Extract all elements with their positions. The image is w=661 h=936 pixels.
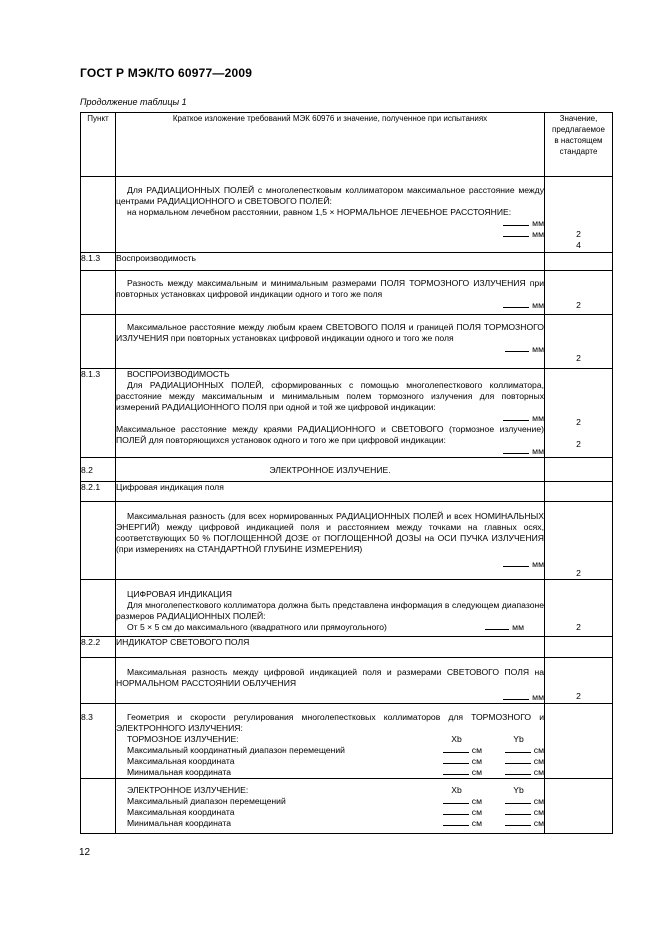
table-row: Для РАДИАЦИОННЫХ ПОЛЕЙ с многолепестковым коллиматором максимальное расстояние между центрами РАДИАЦИОННОГО и СВЕТОВОГО ПОЛЕЙ: на нормальном лечебном расстоянии, равном 1,5 × НОРМАЛЬНОЕ ЛЕЧЕБНОЕ РАССТОЯНИЕ: мм мм 2 4 — [81, 177, 613, 253]
table-row — [81, 482, 613, 502]
value-cell: 2 — [545, 658, 613, 704]
requirements-table — [80, 112, 613, 834]
value-cell: 2 — [545, 315, 613, 369]
row-text: Цифровая индикация поля — [116, 482, 545, 502]
page-number: 12 — [79, 847, 91, 858]
table-header-row — [81, 113, 613, 177]
table-row: ЭЛЕКТРОННОЕ ИЗЛУЧЕНИЕ: Xb Yb Максимальный диапазон перемещений см см Максимальная координата см см Минимальная координата см см — [81, 779, 613, 834]
row-text: Для РАДИАЦИОННЫХ ПОЛЕЙ, сформированных с помощью многолепесткового коллиматора, расстояние между максимальным и минимальным полем тормозного излучения для повторных измерений РАДИАЦИОННОГО ПОЛЯ при одной и той же цифровой индикации: — [116, 380, 544, 412]
row-number: 8.1.3 — [81, 253, 116, 271]
document-header: ГОСТ Р МЭК/ТО 60977—2009 — [80, 66, 253, 80]
table-row: 8.3 Геометрия и скорости регулирования многолепестковых коллиматоров для ТОРМОЗНОГО и ЭЛЕКТРОННОГО ИЗЛУЧЕНИЯ: ТОРМОЗНОЕ ИЗЛУЧЕНИЕ: Xb Yb Максимальный координатный диапазон перемещений см см Максимальная координата см см Минимальная координата см см — [81, 704, 613, 779]
table-row: ЦИФРОВАЯ ИНДИКАЦИЯ Для многолепесткового коллиматора должна быть представлена информация в следующем диапазоне размеров РАДИАЦИОННЫХ ПОЛЕЙ: От 5 × 5 см до максимального (квадратного или прямоугольного) мм 2 — [81, 580, 613, 637]
row-text: Максимальная разность (для всех нормированных РАДИАЦИОННЫХ ПОЛЕЙ и всех НОМИНАЛЬНЫХ ЭНЕРГИЙ) между цифровой индикацией поля и расстоянием между точками на главных осях, соответствующих 50 % ПОГЛОЩЕННОЙ ДОЗЕ от ПОГЛОЩЕННОЙ ДОЗЫ на ОСИ ПУЧКА ИЗЛУЧЕНИЯ (при измерениях на СТАНДАРТНОЙ ГЛУБИНЕ ИЗМЕРЕНИЯ) — [116, 511, 544, 554]
row-text: От 5 × 5 см до максимального (квадратного или прямоугольного) — [127, 622, 387, 632]
row-text: Максимальное расстояние между краями РАДИАЦИОННОГО и СВЕТОВОГО (тормозное излучение) ПОЛЕЙ для повторяющихся установок одного и того же при цифровой индикации: — [116, 424, 544, 445]
yb-header: Yb — [513, 785, 524, 795]
table-row — [81, 458, 613, 482]
table-row — [81, 253, 613, 271]
table-row — [81, 637, 613, 658]
row-text: Для многолепесткового коллиматора должна быть представлена информация в следующем диапазоне размеров РАДИАЦИОННЫХ ПОЛЕЙ: — [116, 600, 544, 621]
value-cell: 2 — [545, 271, 613, 315]
xb-header: Xb — [451, 734, 462, 744]
value-cell: 2 — [576, 229, 581, 239]
row-text: Максимальная разность между цифровой индикацией поля и размерами СВЕТОВОГО ПОЛЯ на НОРМАЛЬНОМ РАССТОЯНИИ ОБЛУЧЕНИЯ — [116, 667, 544, 688]
row-text: ИНДИКАТОР СВЕТОВОГО ПОЛЯ — [116, 637, 545, 658]
row-text: Максимальная координата — [127, 756, 235, 766]
row-text: Геометрия и скорости регулирования многолепестковых коллиматоров для ТОРМОЗНОГО и ЭЛЕКТРОННОГО ИЗЛУЧЕНИЯ: — [116, 712, 544, 733]
row-text: Максимальное расстояние между любым краем СВЕТОВОГО ПОЛЯ и границей ПОЛЯ ТОРМОЗНОГО ИЗЛУЧЕНИЯ при повторных установках цифровой индикации одного и того же поля — [116, 322, 544, 343]
row-text: на нормальном лечебном расстоянии, равном 1,5 × НОРМАЛЬНОЕ ЛЕЧЕБНОЕ РАССТОЯНИЕ: — [127, 207, 512, 217]
row-number: 8.3 — [81, 704, 116, 779]
table-row: Разность между максимальным и минимальным размерами ПОЛЯ ТОРМОЗНОГО ИЗЛУЧЕНИЯ при повторных установках цифровой индикации одного и того же поля мм 2 — [81, 271, 613, 315]
row-number: 8.2.2 — [81, 637, 116, 658]
value-cell: 2 — [576, 439, 581, 449]
row-number: 8.2.1 — [81, 482, 116, 502]
value-cell: 2 — [545, 502, 613, 580]
row-text: Минимальная координата — [127, 818, 232, 828]
row-text: Максимальная координата — [127, 807, 235, 817]
column-header-num: Пункт — [81, 113, 116, 177]
column-header-value: Значение, предлагаемое в настоящем стандарте — [545, 113, 613, 177]
table-row: Максимальное расстояние между любым краем СВЕТОВОГО ПОЛЯ и границей ПОЛЯ ТОРМОЗНОГО ИЗЛУЧЕНИЯ при повторных установках цифровой индикации одного и того же поля мм 2 — [81, 315, 613, 369]
table-caption: Продолжение таблицы 1 — [80, 97, 187, 107]
table-row: Максимальная разность (для всех нормированных РАДИАЦИОННЫХ ПОЛЕЙ и всех НОМИНАЛЬНЫХ ЭНЕРГИЙ) между цифровой индикацией поля и расстоянием между точками на главных осях, соответствующих 50 % ПОГЛОЩЕННОЙ ДОЗЕ от ПОГЛОЩЕННОЙ ДОЗЫ на ОСИ ПУЧКА ИЗЛУЧЕНИЯ (при измерениях на СТАНДАРТНОЙ ГЛУБИНЕ ИЗМЕРЕНИЯ) мм 2 — [81, 502, 613, 580]
row-text: Максимальный диапазон перемещений — [127, 796, 286, 806]
row-text: ЭЛЕКТРОННОЕ ИЗЛУЧЕНИЕ. — [116, 458, 545, 482]
row-subtitle: ЭЛЕКТРОННОЕ ИЗЛУЧЕНИЕ: — [127, 785, 249, 795]
value-cell: 4 — [576, 240, 581, 250]
row-number: 8.2 — [81, 458, 116, 482]
value-cell: 2 — [576, 417, 581, 427]
row-text: Воспроизводимость — [116, 253, 545, 271]
row-text: Максимальный координатный диапазон перемещений — [127, 745, 345, 755]
row-title: ВОСПРОИЗВОДИМОСТЬ — [127, 369, 230, 379]
value-cell: 2 — [545, 580, 613, 637]
row-subtitle: ТОРМОЗНОЕ ИЗЛУЧЕНИЕ: — [127, 734, 239, 744]
row-text: Для РАДИАЦИОННЫХ ПОЛЕЙ с многолепестковым коллиматором максимальное расстояние между центрами РАДИАЦИОННОГО и СВЕТОВОГО ПОЛЕЙ: — [116, 185, 544, 206]
xb-header: Xb — [451, 785, 462, 795]
row-title: ЦИФРОВАЯ ИНДИКАЦИЯ — [127, 589, 232, 599]
row-number: 8.1.3 — [81, 369, 116, 458]
row-text: Минимальная координата — [127, 767, 232, 777]
table-row: Максимальная разность между цифровой индикацией поля и размерами СВЕТОВОГО ПОЛЯ на НОРМАЛЬНОМ РАССТОЯНИИ ОБЛУЧЕНИЯ мм 2 — [81, 658, 613, 704]
row-text: Разность между максимальным и минимальным размерами ПОЛЯ ТОРМОЗНОГО ИЗЛУЧЕНИЯ при повторных установках цифровой индикации одного и того же поля — [116, 278, 544, 299]
table-row: 8.1.3 ВОСПРОИЗВОДИМОСТЬ Для РАДИАЦИОННЫХ ПОЛЕЙ, сформированных с помощью многолепесткового коллиматора, расстояние между максимальным и минимальным полем тормозного излучения для повторных измерений РАДИАЦИОННОГО ПОЛЯ при одной и той же цифровой индикации: мм Максимальное расстояние между краями РАДИАЦИОННОГО и СВЕТОВОГО (тормозное излучение) ПОЛЕЙ для повторяющихся установок одного и того же при цифровой индикации: мм 2 2 — [81, 369, 613, 458]
yb-header: Yb — [513, 734, 524, 744]
column-header-text: Краткое изложение требований МЭК 60976 и значение, полученное при испытаниях — [116, 113, 545, 177]
